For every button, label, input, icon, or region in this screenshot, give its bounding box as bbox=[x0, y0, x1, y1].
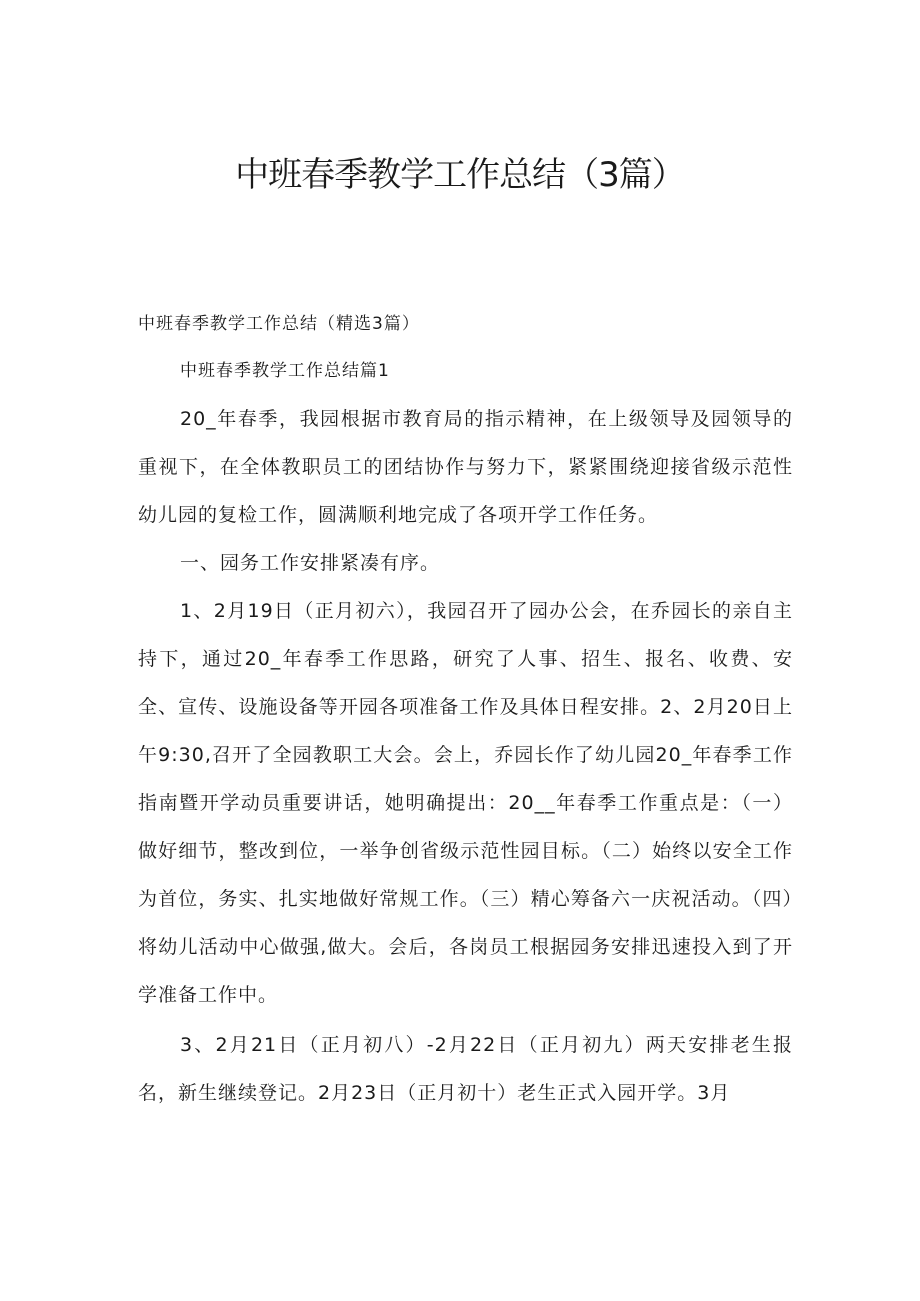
paragraph-intro: 20_年春季，我园根据市教育局的指示精神，在上级领导及园领导的重视下，在全体教职员工的团结协作与努力下，紧紧围绕迎接省级示范性幼儿园的复检工作，圆满顺利地完成了各项开学工作任务。 bbox=[138, 408, 793, 526]
paragraph-heading-one: 一、园务工作安排紧凑有序。 bbox=[180, 552, 441, 574]
paragraph-item-one: 1、2月19日（正月初六），我园召开了园办公会，在乔园长的亲自主持下，通过20_年春季工作思路，研究了人事、招生、报名、收费、安全、宣传、设施设备等开园各项准备工作及具体日程安排。2、2月20日上午9:30,召开了全园教职工大会。会上，乔园长作了幼儿园20_年春季工作指南暨开学动员重要讲话，她明确提出：20__年春季工作重点是：（一）做好细节，整改到位，一举争创省级示范性园目标。（二）始终以安全工作为首位，务实、扎实地做好常规工作。（三）精心筹备六一庆祝活动。（四）将幼儿活动中心做强,做大。会后，各岗员工根据园务安排迅速投入到了开学准备工作中。 bbox=[138, 600, 793, 1006]
document-title: 中班春季教学工作总结（3篇） bbox=[235, 155, 685, 195]
paragraph-item-three: 3、2月21日（正月初八）-2月22日（正月初九）两天安排老生报名，新生继续登记。2月23日（正月初十）老生正式入园开学。3月 bbox=[138, 1034, 793, 1104]
section-heading: 中班春季教学工作总结篇1 bbox=[180, 361, 390, 381]
document-subtitle: 中班春季教学工作总结（精选3篇） bbox=[138, 314, 420, 334]
